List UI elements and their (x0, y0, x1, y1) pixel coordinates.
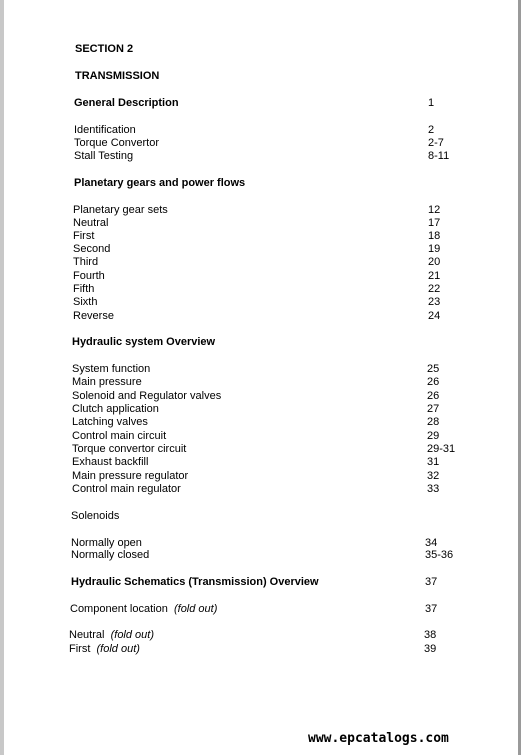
page-title: TRANSMISSION (75, 70, 160, 82)
toc-page-component-location: 37 (425, 603, 438, 615)
toc-heading-general-description: General Description (74, 97, 179, 109)
toc-item-component-location (70, 603, 217, 616)
toc-item-first-foldout-note: (fold out) (96, 643, 140, 655)
toc-page-main-pressure-regulator: 32 (427, 470, 440, 482)
toc-item-second: Second (73, 243, 111, 255)
toc-page-identification: 2 (428, 124, 435, 136)
toc-page-general-description: 1 (428, 97, 435, 109)
toc-item-system-function: System function (72, 363, 151, 375)
toc-page-torque-convertor: 2-7 (428, 137, 444, 149)
page-edge-left (0, 0, 4, 755)
toc-item-component-location-label: Component location (70, 603, 168, 615)
toc-page-reverse: 24 (428, 310, 441, 322)
toc-item-component-location-note: (fold out) (173, 603, 218, 615)
toc-item-main-pressure-regulator: Main pressure regulator (72, 470, 189, 482)
toc-item-sixth: Sixth (73, 296, 98, 308)
toc-item-third: Third (73, 256, 99, 268)
toc-item-normally-open: Normally open (71, 537, 142, 549)
toc-page-first-foldout: 39 (424, 643, 437, 655)
toc-item-solenoid-regulator: Solenoid and Regulator valves (72, 390, 222, 402)
toc-item-main-pressure: Main pressure (72, 376, 142, 388)
toc-item-first-foldout (69, 643, 140, 656)
toc-page-sixth: 23 (428, 296, 441, 308)
toc-item-control-main-regulator: Control main regulator (72, 483, 181, 495)
toc-page-control-main-regulator: 33 (427, 483, 440, 495)
toc-item-fourth: Fourth (73, 270, 105, 282)
section-heading: SECTION 2 (75, 43, 134, 55)
toc-heading-hydraulic-system: Hydraulic system Overview (72, 336, 216, 348)
toc-page-neutral: 17 (428, 217, 441, 229)
toc-item-fifth: Fifth (73, 283, 95, 295)
toc-page-latching-valves: 28 (427, 416, 440, 428)
toc-item-torque-convertor: Torque Convertor (74, 137, 159, 149)
toc-item-neutral-foldout (69, 629, 154, 642)
toc-item-first: First (73, 230, 95, 242)
toc-page-clutch-application: 27 (427, 403, 440, 415)
toc-page-system-function: 25 (427, 363, 440, 375)
toc-item-first-foldout-label: First (69, 643, 91, 655)
toc-page-stall-testing: 8-11 (428, 150, 450, 162)
toc-item-exhaust-backfill: Exhaust backfill (72, 456, 149, 468)
toc-item-torque-convertor-circuit: Torque convertor circuit (72, 443, 187, 455)
toc-page-control-main-circuit: 29 (427, 430, 440, 442)
toc-heading-hydraulic-schematics: Hydraulic Schematics (Transmission) Overview (71, 576, 319, 588)
toc-item-latching-valves: Latching valves (72, 416, 148, 428)
toc-page-fourth: 21 (428, 270, 441, 282)
toc-item-clutch-application: Clutch application (72, 403, 159, 415)
watermark: www.epcatalogs.com (308, 731, 449, 746)
toc-page-torque-convertor-circuit: 29-31 (427, 443, 456, 455)
toc-item-stall-testing: Stall Testing (74, 150, 134, 162)
toc-page-third: 20 (428, 256, 441, 268)
toc-page-solenoid-regulator: 26 (427, 390, 440, 402)
toc-heading-planetary: Planetary gears and power flows (74, 177, 246, 189)
toc-page-planetary-gear-sets: 12 (428, 204, 441, 216)
toc-page-normally-open: 34 (425, 537, 438, 549)
toc-page-hydraulic-schematics: 37 (425, 576, 438, 588)
toc-item-neutral-foldout-note: (fold out) (110, 629, 155, 641)
toc-page-first: 18 (428, 230, 441, 242)
toc-item-planetary-gear-sets: Planetary gear sets (73, 204, 168, 216)
toc-item-reverse: Reverse (73, 310, 114, 322)
toc-page-second: 19 (428, 243, 441, 255)
toc-item-identification: Identification (74, 124, 136, 136)
toc-item-neutral-foldout-label: Neutral (69, 629, 105, 641)
toc-item-control-main-circuit: Control main circuit (72, 430, 167, 442)
toc-page-exhaust-backfill: 31 (427, 456, 440, 468)
toc-page-normally-closed: 35-36 (425, 549, 454, 561)
toc-heading-solenoids: Solenoids (71, 510, 120, 522)
toc-item-neutral: Neutral (73, 217, 109, 229)
toc-page-neutral-foldout: 38 (424, 629, 437, 641)
toc-page-fifth: 22 (428, 283, 441, 295)
toc-item-normally-closed: Normally closed (71, 549, 150, 561)
toc-page-main-pressure: 26 (427, 376, 440, 388)
